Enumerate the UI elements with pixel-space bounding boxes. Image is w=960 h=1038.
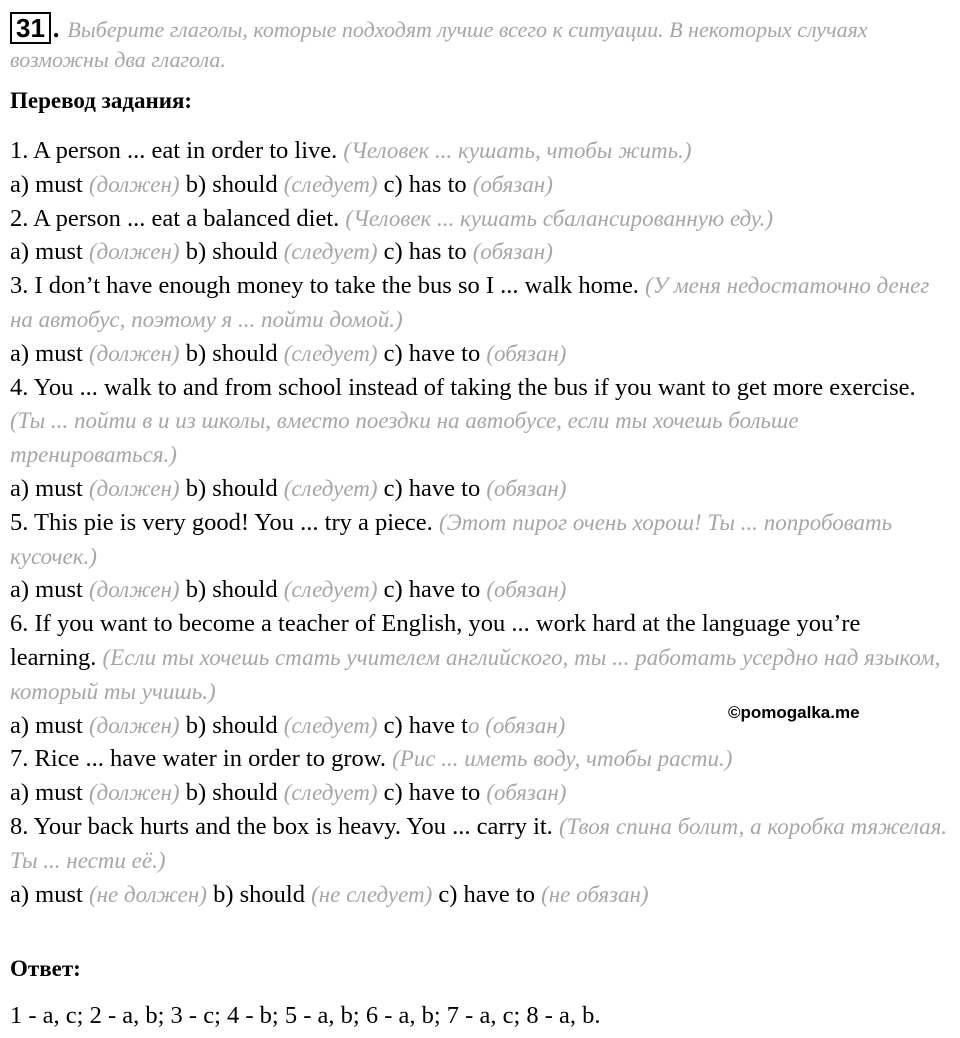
questions-list — [10, 134, 950, 911]
task-instruction: Выберите глаголы, которые подходят лучше всего к ситуации. В некоторых случаях возможны два глагола. — [10, 17, 868, 72]
answer-heading: Ответ: — [10, 956, 81, 981]
translation-heading: Перевод задания: — [10, 88, 193, 113]
question-8-options: a) must (не должен) b) should (не следует) c) have to (не обязан) — [10, 880, 649, 908]
question-6-options: a) must (должен) b) should (следует) c) have to (обязан) — [10, 711, 566, 739]
task-header — [10, 12, 950, 75]
question-7-options: a) must (должен) b) should (следует) c) have to (обязан) — [10, 779, 567, 807]
question-3: 3. I don’t have enough money to take the bus so I ... walk home. (У меня недостаточно денег на автобус, поэтому я ... пойти домой.) — [10, 272, 930, 332]
question-2: 2. A person ... eat a balanced diet. (Человек ... кушать сбалансированную еду.) — [10, 204, 774, 232]
site-watermark: ©pomogalka.me — [728, 703, 860, 722]
question-4: 4. You ... walk to and from school instead of taking the bus if you want to get more exercise. (Ты ... пойти в и из школы, вместо поездки на автобусе, если ты хочешь больше тренироваться.) — [10, 373, 916, 468]
question-2-options: a) must (должен) b) should (следует) c) has to (обязан) — [10, 238, 553, 266]
task-number: 31 — [10, 12, 51, 44]
answer-text: 1 - a, c; 2 - a, b; 3 - c; 4 - b; 5 - a, b; 6 - a, b; 7 - a, c; 8 - a, b. — [10, 1002, 601, 1029]
task-number-dot: . — [52, 14, 60, 43]
question-4-options: a) must (должен) b) should (следует) c) have to (обязан) — [10, 474, 567, 502]
question-8: 8. Your back hurts and the box is heavy. You ... carry it. (Твоя спина болит, а коробка тяжелая. Ты ... нести её.) — [10, 812, 948, 873]
question-5: 5. This pie is very good! You ... try a piece. (Этот пирог очень хорош! Ты ... попробовать кусочек.) — [10, 508, 893, 569]
question-5-options: a) must (должен) b) should (следует) c) have to (обязан) — [10, 576, 567, 604]
question-1: 1. A person ... eat in order to live. (Человек ... кушать, чтобы жить.) — [10, 137, 692, 164]
question-7: 7. Rice ... have water in order to grow. (Рис ... иметь воду, чтобы расти.) — [10, 745, 733, 773]
question-6: 6. If you want to become a teacher of English, you ... work hard at the language you’re learning. (Если ты хочешь стать учителем английского, ты ... работать усердно над языком, который ты учишь.) — [10, 610, 941, 704]
question-3-options: a) must (должен) b) should (следует) c) have to (обязан) — [10, 339, 567, 367]
question-1-options: a) must (должен) b) should (следует) c) has to (обязан) — [10, 170, 553, 198]
